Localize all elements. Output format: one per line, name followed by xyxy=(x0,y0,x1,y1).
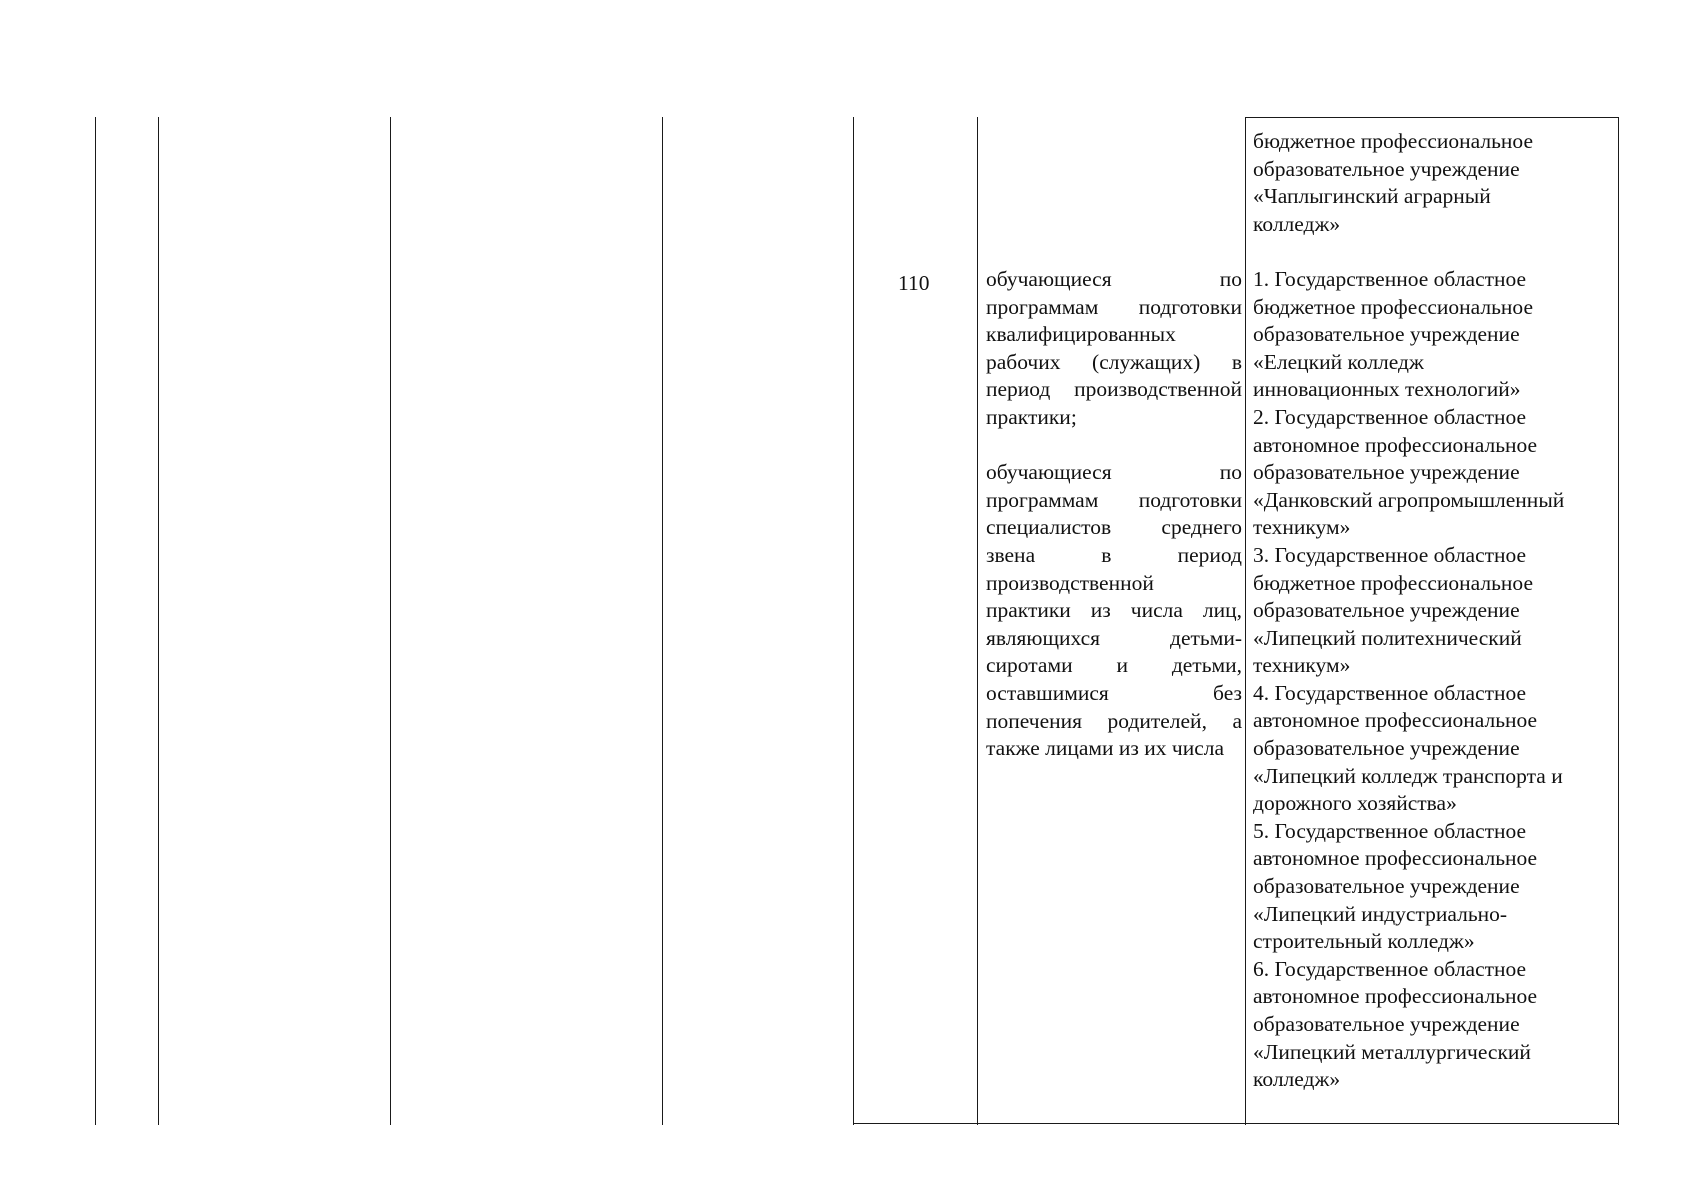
recipient-category-cell xyxy=(986,266,1242,763)
previous-organization-line: «Чаплыгинский аграрный xyxy=(1253,184,1491,209)
table-column-line-4 xyxy=(662,117,663,1125)
organization-line: «Липецкий колледж транспорта и xyxy=(1253,763,1563,788)
organization-line: «Данковский агропромышленный xyxy=(1253,487,1565,512)
organization-line: образовательное учреждение xyxy=(1253,322,1520,347)
organizations-list xyxy=(1253,266,1615,1094)
organization-line: колледж» xyxy=(1253,1067,1341,1092)
previous-organization-line: образовательное учреждение xyxy=(1253,156,1520,181)
recipient-category-2: обучающиеся по программам подготовки специалистов среднего звена в период производственной практики из числа лиц, являющихся детьми-сиротами и детьми, оставшимися без попечения родителей, а также лицами из их числа xyxy=(986,460,1242,761)
previous-organization-line: бюджетное профессиональное xyxy=(1253,129,1533,153)
table-bottom-border xyxy=(853,1123,1619,1124)
organization-line: образовательное учреждение xyxy=(1253,460,1520,485)
table-column-line-1 xyxy=(95,117,96,1125)
organization-line: образовательное учреждение xyxy=(1253,598,1520,623)
organization-line: строительный колледж» xyxy=(1253,929,1475,954)
table-column-line-3 xyxy=(390,117,391,1125)
organization-line: «Липецкий политехнический xyxy=(1253,625,1522,650)
previous-organization-continuation xyxy=(1253,128,1615,238)
organization-line: техникум» xyxy=(1253,653,1351,678)
organization-line: автономное профессиональное xyxy=(1253,432,1538,457)
organization-line: 3. Государственное областное xyxy=(1253,542,1527,567)
organization-line: дорожного хозяйства» xyxy=(1253,791,1457,816)
table-column-line-6 xyxy=(977,117,978,1125)
organizations-cell xyxy=(1253,128,1615,1094)
organization-line: «Елецкий колледж xyxy=(1253,349,1424,374)
organization-line: автономное профессиональное xyxy=(1253,708,1538,733)
organization-line: 4. Государственное областное xyxy=(1253,680,1527,705)
organization-line: образовательное учреждение xyxy=(1253,736,1520,761)
organization-line: 5. Государственное областное xyxy=(1253,818,1527,843)
organization-line: бюджетное профессиональное xyxy=(1253,570,1533,595)
organization-line: техникум» xyxy=(1253,515,1351,540)
organization-line: 1. Государственное областное xyxy=(1253,266,1527,291)
table-column-line-2 xyxy=(158,117,159,1125)
recipient-category-1: обучающиеся по программам подготовки квалифицированных рабочих (служащих) в период производственной практики; xyxy=(986,267,1242,429)
organization-line: инновационных технологий» xyxy=(1253,377,1521,402)
organization-line: «Липецкий индустриально- xyxy=(1253,901,1508,926)
organization-line: образовательное учреждение xyxy=(1253,1012,1520,1036)
table-column-line-5 xyxy=(853,117,854,1125)
paragraph-gap xyxy=(986,432,1242,460)
row-gap xyxy=(1253,238,1615,266)
organization-line: 2. Государственное областное xyxy=(1253,404,1527,429)
organization-line: автономное профессиональное xyxy=(1253,984,1538,1009)
table-column-line-8 xyxy=(1618,117,1619,1125)
organization-line: образовательное учреждение xyxy=(1253,874,1520,899)
previous-organization-line: колледж» xyxy=(1253,211,1341,236)
row-number: 110 xyxy=(898,271,930,295)
organization-line: бюджетное профессиональное xyxy=(1253,294,1533,319)
organization-line: 6. Государственное областное xyxy=(1253,956,1527,981)
organization-line: автономное профессиональное xyxy=(1253,846,1538,871)
organization-line: «Липецкий металлургический xyxy=(1253,1039,1531,1064)
table-column-line-7 xyxy=(1245,117,1246,1125)
table-top-border xyxy=(1245,117,1619,118)
